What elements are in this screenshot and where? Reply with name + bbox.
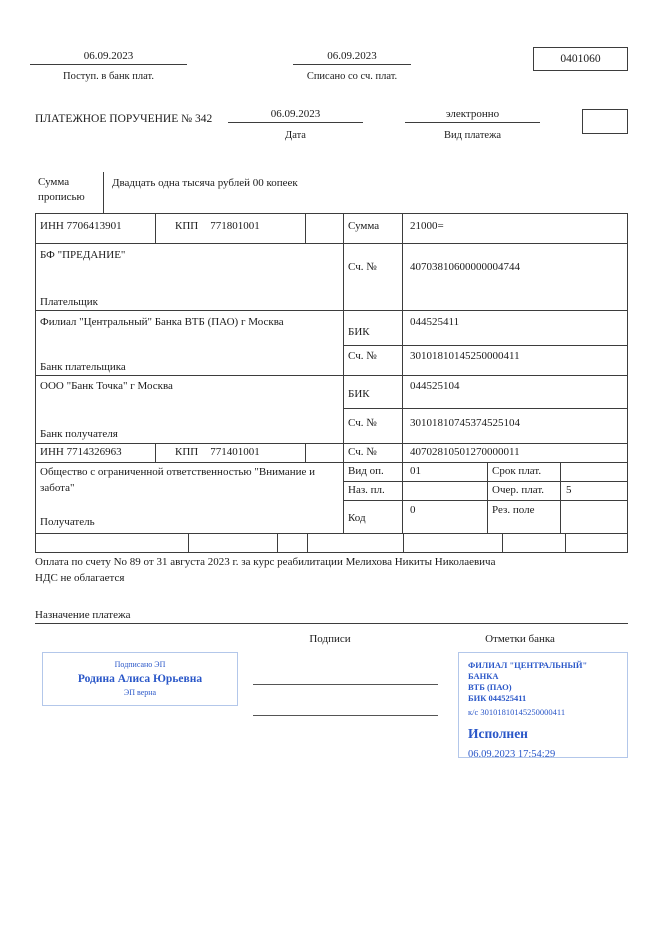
purpose-underline [35, 623, 628, 624]
received-date-label: Поступ. в банк плат. [63, 71, 154, 82]
purpose-line-1: Оплата по счету No 89 от 31 августа 2023 г. за курс реабилитации Мелихова Никиты Николаевича [35, 556, 496, 568]
bank-stamp-line-2: ВТБ (ПАО) [468, 682, 512, 692]
bank-stamp [458, 652, 628, 758]
table-border [35, 552, 628, 553]
table-border [35, 310, 628, 311]
table-border [35, 213, 36, 552]
payer-bank-name: Филиал "Центральный" Банка ВТБ (ПАО) г Москва [40, 316, 284, 328]
payer-label: Плательщик [40, 296, 98, 308]
payer-kpp-label: КПП [175, 220, 199, 232]
signatures-label: Подписи [309, 633, 351, 645]
payee-label: Получатель [40, 516, 95, 528]
payee-bank-bik-label: БИК [348, 388, 370, 400]
table-border [103, 172, 104, 213]
table-border [343, 213, 344, 533]
table-border [403, 533, 404, 552]
table-border [502, 533, 503, 552]
bank-stamp-status: Исполнен [468, 726, 528, 741]
debited-date-label: Списано со сч. плат. [306, 71, 398, 82]
payment-kind-label: Вид платежа [443, 130, 501, 141]
payer-bank-account-label: Сч. № [348, 350, 377, 362]
table-border [35, 462, 628, 463]
payer-bank-account: 30101810145250000411 [410, 350, 520, 362]
payer-account: 40703810600000004744 [410, 261, 520, 273]
table-border [155, 213, 156, 243]
payer-bank-bik: 044525411 [410, 316, 460, 328]
op-kind-label: Вид оп. [348, 465, 384, 477]
priority-value: 5 [566, 484, 572, 496]
esign-signed-label: Подписано ЭП [114, 660, 166, 669]
payer-kpp-value: 771801001 [210, 220, 260, 232]
received-date-field: 06.09.2023 [30, 50, 187, 65]
purpose-code-label: Наз. пл. [348, 484, 385, 496]
payment-kind-code-box [582, 109, 628, 134]
table-border [307, 533, 308, 552]
table-border [35, 375, 628, 376]
table-border [305, 213, 306, 243]
bank-stamp-bik: БИК 044525411 [468, 693, 527, 703]
table-border [35, 243, 628, 244]
table-border [35, 213, 628, 214]
esign-stamp [42, 652, 238, 706]
table-border [188, 533, 189, 552]
table-border [560, 462, 561, 533]
table-border [277, 533, 278, 552]
reserve-field-label: Рез. поле [492, 504, 535, 516]
document-title: ПЛАТЕЖНОЕ ПОРУЧЕНИЕ № 342 [35, 113, 213, 125]
table-border [402, 213, 403, 533]
payee-bank-name: ООО "Банк Точка" г Москва [40, 380, 173, 392]
payee-kpp [175, 446, 260, 459]
purpose-line-2: НДС не облагается [35, 572, 125, 584]
table-border [35, 443, 628, 444]
bank-stamp-datetime: 06.09.2023 17:54:29 [468, 749, 556, 760]
payee-bank-bik: 044525104 [410, 380, 460, 392]
table-border [343, 500, 628, 501]
amount-label: Сумма [348, 220, 380, 232]
bank-marks-label: Отметки банка [485, 633, 555, 645]
payer-account-label: Сч. № [348, 261, 377, 273]
table-border [343, 345, 628, 346]
esign-valid-label: ЭП верна [123, 688, 157, 697]
payer-name: БФ "ПРЕДАНИЕ" [40, 249, 126, 261]
bank-stamp-line-1: ФИЛИАЛ "ЦЕНТРАЛЬНЫЙ" БАНКА [468, 660, 588, 681]
code-value: 0 [410, 504, 416, 516]
payee-bank-account-label: Сч. № [348, 417, 377, 429]
table-border [305, 443, 306, 462]
bank-stamp-corr-account: к/с 30101810145250000411 [468, 707, 566, 717]
payee-bank-account: 30101810745374525104 [410, 417, 520, 429]
amount-words-label: Сумма прописью [38, 176, 85, 203]
doc-date-label: Дата [285, 130, 306, 141]
payee-inn: ИНН 7714326963 [40, 446, 122, 458]
payer-kpp [175, 220, 260, 233]
debited-date-field: 06.09.2023 [293, 50, 411, 65]
pay-term-label: Срок плат. [492, 465, 542, 477]
op-kind-value: 01 [410, 465, 421, 477]
payee-account: 40702810501270000011 [410, 446, 520, 458]
table-border [565, 533, 566, 552]
payee-bank-label: Банк получателя [40, 428, 118, 440]
amount-value: 21000= [410, 220, 444, 232]
payee-kpp-label: КПП [175, 446, 199, 458]
payment-kind-field: электронно [405, 108, 540, 123]
table-border [343, 408, 628, 409]
table-border [487, 462, 488, 533]
payee-account-label: Сч. № [348, 446, 377, 458]
code-label: Код [348, 512, 366, 524]
doc-date-field: 06.09.2023 [228, 108, 363, 123]
amount-words: Двадцать одна тысяча рублей 00 копеек [112, 177, 298, 189]
signature-line-2 [253, 715, 438, 716]
form-code-box: 0401060 [533, 47, 628, 71]
payee-name: Общество с ограниченной ответственностью "Внимание и забота" [40, 466, 316, 494]
purpose-label: Назначение платежа [35, 609, 131, 621]
payee-kpp-value: 771401001 [210, 446, 260, 458]
esign-signer-name: Родина Алиса Юрьевна [77, 673, 203, 685]
table-border [35, 533, 628, 534]
payer-bank-bik-label: БИК [348, 326, 370, 338]
table-border [155, 443, 156, 462]
priority-label: Очер. плат. [492, 484, 545, 496]
payer-bank-label: Банк плательщика [40, 361, 126, 373]
signature-line-1 [253, 684, 438, 685]
table-border [627, 213, 628, 552]
table-border [343, 481, 628, 482]
payer-inn: ИНН 7706413901 [40, 220, 122, 232]
